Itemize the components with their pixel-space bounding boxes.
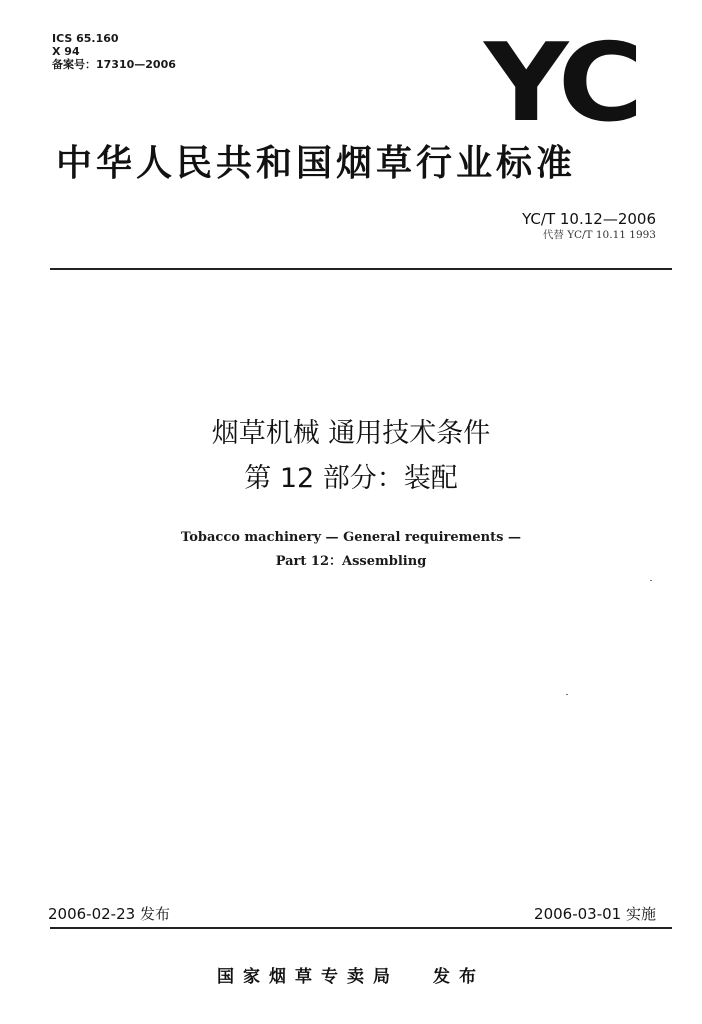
document-title-en-line2: Part 12：Assembling xyxy=(275,554,427,569)
issuer-name: 国家烟草专卖局 xyxy=(217,967,399,987)
issue-label: 发布 xyxy=(433,967,485,987)
ics-code: ICS 65.160 xyxy=(52,32,119,45)
effective-date: 2006-03-01 实施 xyxy=(534,905,656,923)
document-title-en-line1: Tobacco machinery — General requirements — xyxy=(181,530,521,545)
filing-number: 备案号：17310—2006 xyxy=(52,58,176,71)
national-standard-title: 中华人民共和国烟草行业标准 xyxy=(56,143,577,184)
document-title-cn-line2: 第 12 部分：装配 xyxy=(244,463,458,494)
yc-logo: YC xyxy=(484,21,637,146)
ccs-code: X 94 xyxy=(52,45,80,58)
replaces-standard: 代替 YC/T 10.11 1993 xyxy=(542,229,656,241)
scan-speck xyxy=(650,580,652,581)
standard-number: YC/T 10.12—2006 xyxy=(522,210,656,228)
publish-date: 2006-02-23 发布 xyxy=(48,905,170,923)
footer-rule xyxy=(50,927,672,929)
header-rule xyxy=(50,268,672,270)
issuer-line xyxy=(0,965,702,989)
scan-speck xyxy=(566,694,568,695)
document-title-cn-line1: 烟草机械 通用技术条件 xyxy=(211,418,491,449)
